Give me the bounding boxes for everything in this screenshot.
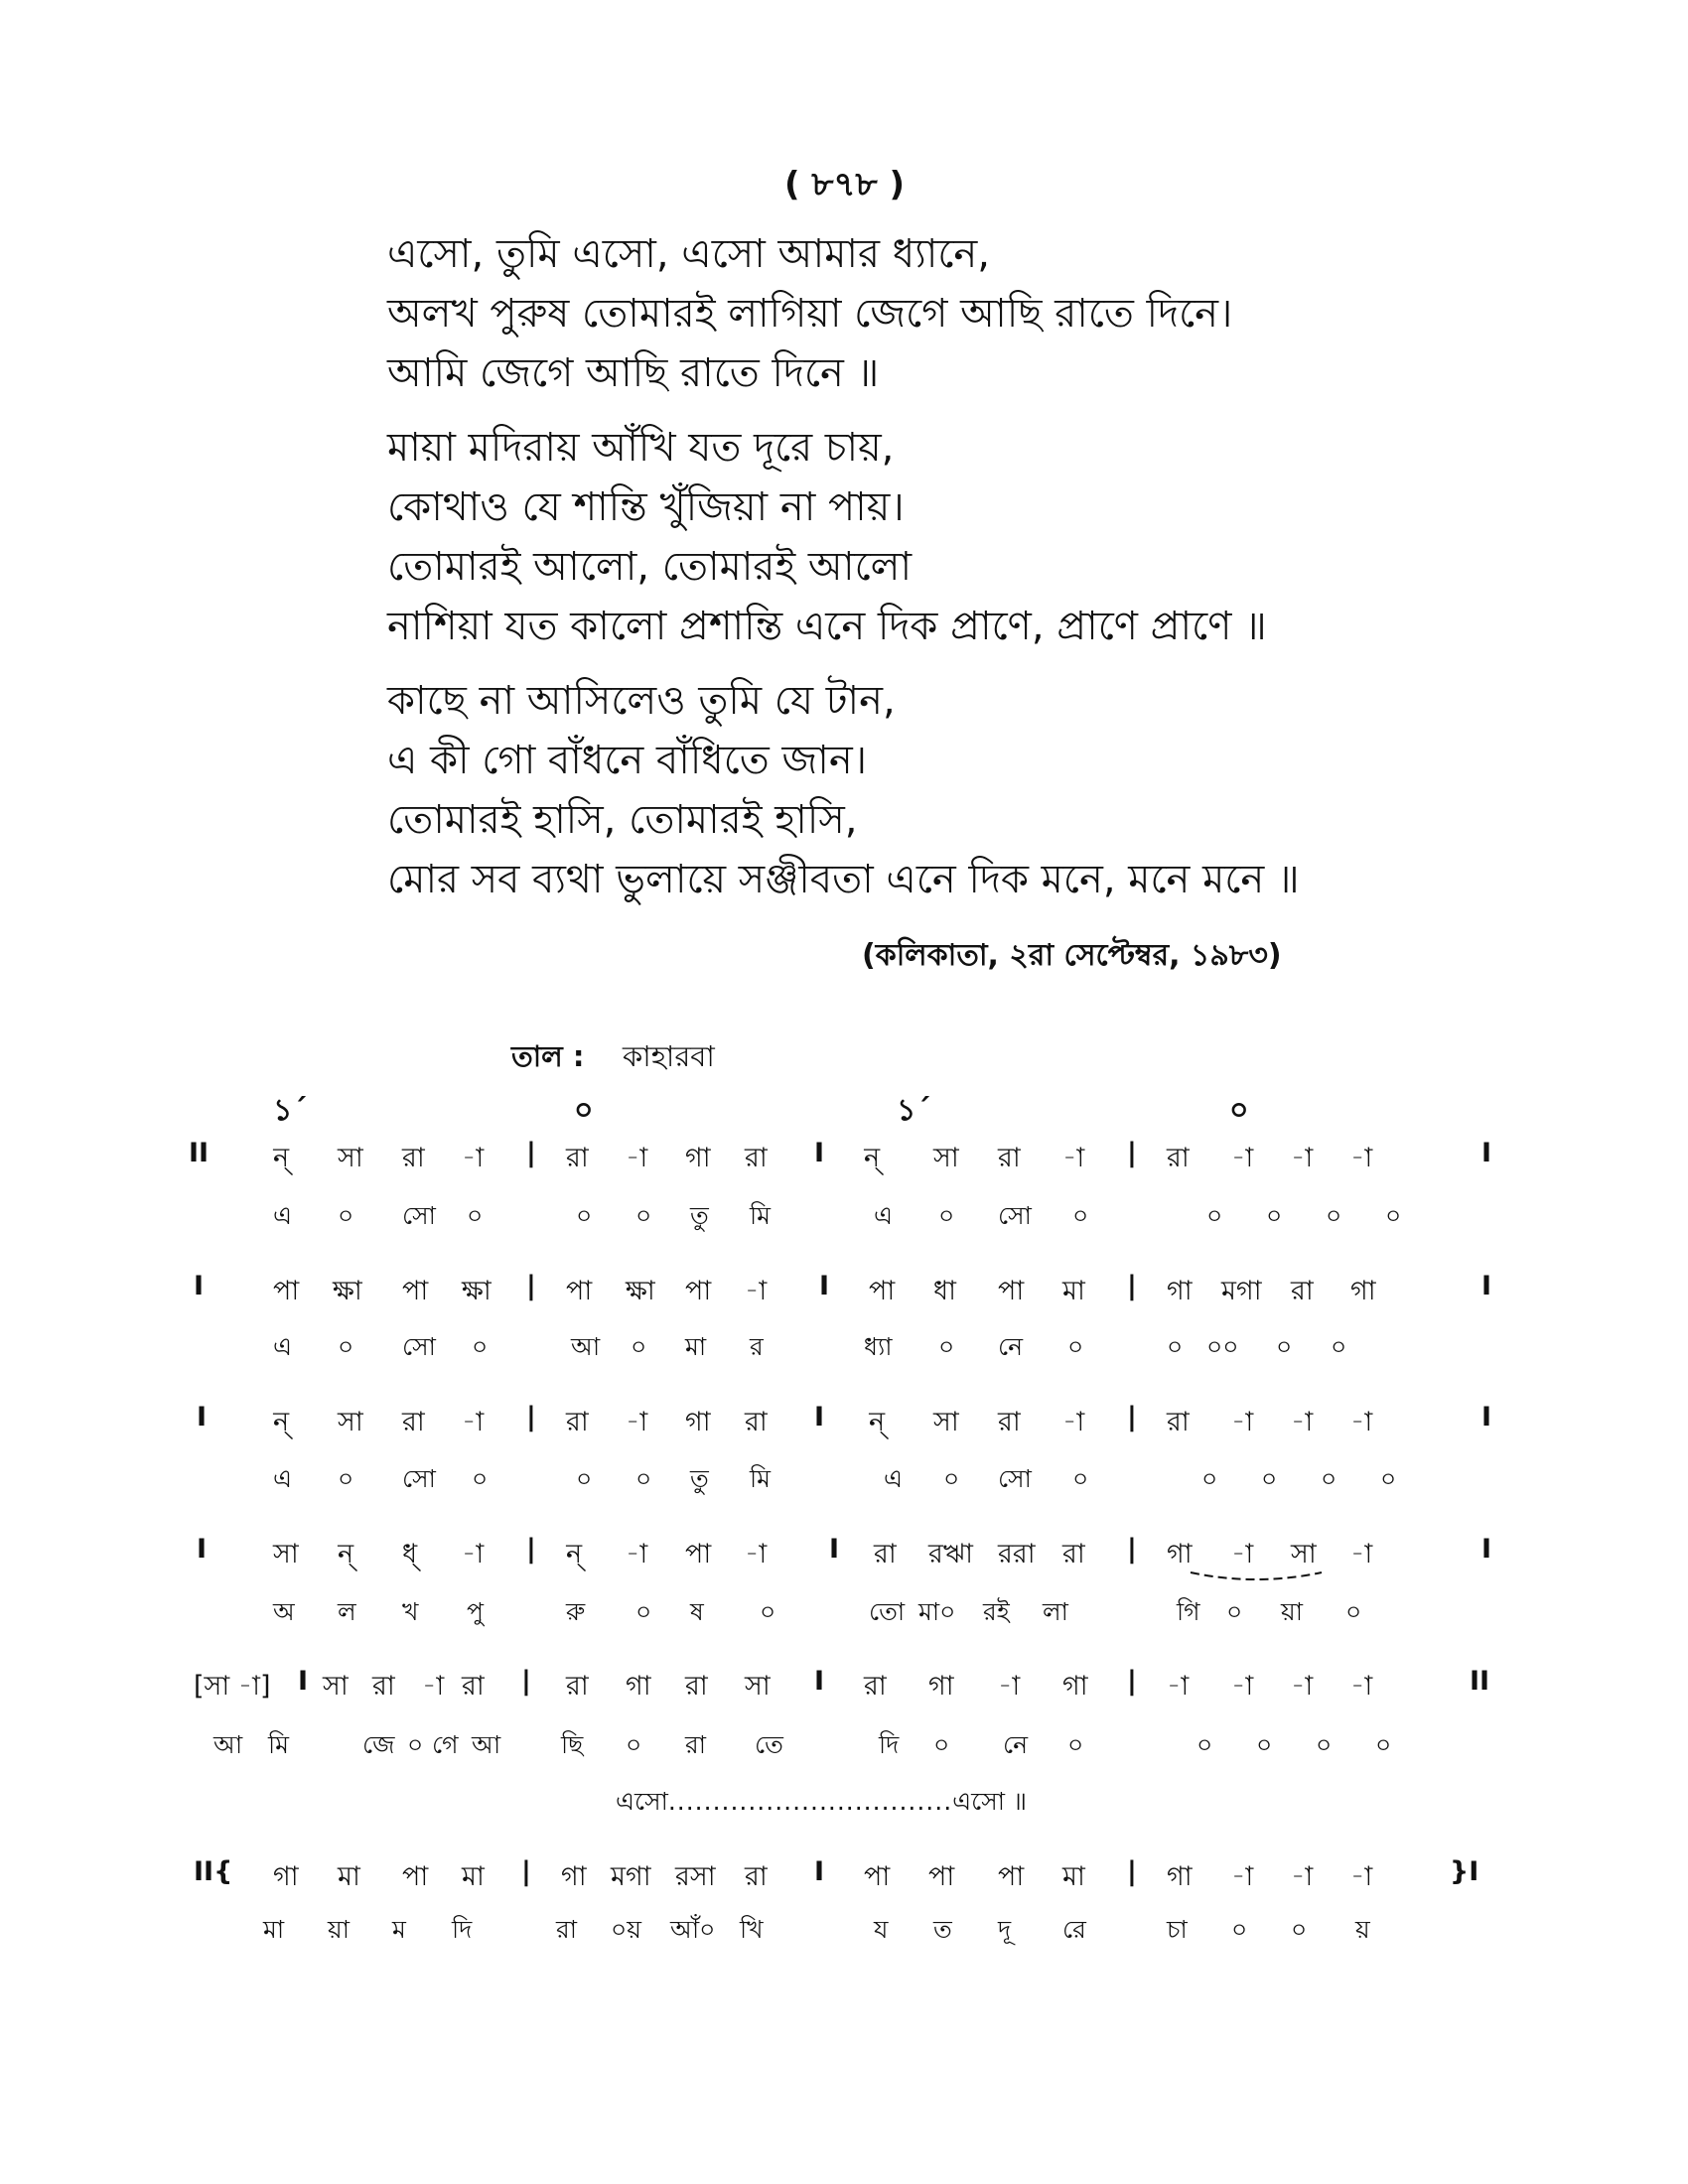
syllable: ০ (1331, 1332, 1347, 1361)
note: ন্ (273, 1407, 290, 1437)
syllable: ০ (635, 1597, 652, 1626)
repeat-instruction (616, 1782, 1027, 1825)
note: পা (869, 1276, 896, 1306)
barline: I (814, 1138, 825, 1168)
lyric-line: কোথাও যে শান্তি খুঁজিয়া না পায়। (387, 484, 905, 530)
syllable: মি (750, 1464, 772, 1493)
note: ন্ (869, 1407, 886, 1437)
syllable: ০ (1276, 1332, 1293, 1361)
syllable: সো (402, 1201, 436, 1230)
note: ধা (933, 1276, 956, 1306)
note: -া (1062, 1407, 1085, 1437)
note: গা (273, 1861, 299, 1892)
syllable: এ (273, 1201, 293, 1230)
note: সা (273, 1539, 299, 1570)
note: -া (1231, 1861, 1254, 1892)
syllable: ০ (1256, 1730, 1273, 1759)
syllable: র (750, 1332, 764, 1361)
note: পা (998, 1276, 1025, 1306)
barline: I (814, 1402, 825, 1433)
repeat-end: এসো ॥ (952, 1787, 1028, 1816)
barline: | (526, 1402, 536, 1433)
note: পা (685, 1539, 712, 1570)
syllable: ০য় (611, 1915, 641, 1944)
syllable: ০ (760, 1597, 776, 1626)
syllable: নে (998, 1332, 1024, 1361)
note: পা (864, 1861, 891, 1892)
barline: }I (1450, 1856, 1479, 1887)
note: -া (1350, 1861, 1373, 1892)
note: রা (745, 1861, 768, 1892)
note: গা (685, 1143, 711, 1173)
syllable: নে (1003, 1730, 1029, 1759)
barline: | (1127, 1666, 1137, 1697)
note: -া (626, 1407, 648, 1437)
note: -া (1062, 1143, 1085, 1173)
syllable: ০ (338, 1201, 354, 1230)
syllable: য়া (1281, 1597, 1303, 1626)
note: ন্ (864, 1143, 881, 1173)
barline: | (1127, 1138, 1137, 1168)
note: -া (1291, 1407, 1314, 1437)
syllable: ০ (1316, 1730, 1333, 1759)
syllable: ০ (1385, 1201, 1402, 1230)
note: ন্ (566, 1539, 583, 1570)
note: ক্ষা (333, 1276, 362, 1306)
tala-name: কাহারবা (623, 1039, 715, 1073)
barline: I (197, 1534, 208, 1565)
syllable: রই (983, 1597, 1010, 1626)
note: রা (1167, 1407, 1190, 1437)
barline: I (1481, 1402, 1492, 1433)
syllable: ০ (626, 1730, 642, 1759)
syllable: ০ (576, 1464, 593, 1493)
tala-label: তাল : (511, 1039, 585, 1073)
note: গা (1167, 1861, 1193, 1892)
syllable: গে (432, 1730, 459, 1759)
syllable: রু (566, 1597, 586, 1626)
syllable: ০ (938, 1201, 955, 1230)
note: -া (1350, 1671, 1373, 1702)
syllable: মি (268, 1730, 290, 1759)
barline: | (521, 1666, 531, 1697)
note: রা (566, 1671, 589, 1702)
syllable: ০ (1375, 1730, 1392, 1759)
note: সা (745, 1671, 771, 1702)
syllable: ০ (1206, 1201, 1223, 1230)
note: রা (685, 1671, 708, 1702)
note: রা (462, 1671, 485, 1702)
note: -া (1291, 1861, 1314, 1892)
lyric-line: আমি জেগে আছি রাতে দিনে ॥ (387, 350, 880, 396)
syllable: এ (273, 1332, 293, 1361)
note: -া (745, 1539, 768, 1570)
note: সা (323, 1671, 349, 1702)
barline: | (1127, 1271, 1137, 1301)
syllable: মা০ (918, 1597, 956, 1626)
note: মা (338, 1861, 360, 1892)
note: রা (372, 1671, 395, 1702)
note: -া (1231, 1143, 1254, 1173)
syllable: ০ (635, 1464, 652, 1493)
syllable: রা (685, 1730, 707, 1759)
syllable: জে (362, 1730, 395, 1759)
note: -া (462, 1143, 485, 1173)
syllable: ০ (938, 1332, 955, 1361)
note: গা (1350, 1276, 1376, 1306)
syllable: এ (273, 1464, 293, 1493)
syllable: অ (273, 1597, 295, 1626)
note: পা (566, 1276, 593, 1306)
note: গা (561, 1861, 587, 1892)
syllable: সো (998, 1201, 1032, 1230)
syllable: দূ (998, 1915, 1012, 1944)
note: গা (928, 1671, 954, 1702)
syllable: ০ (338, 1464, 354, 1493)
note: রঋা (928, 1539, 974, 1570)
note: -া (1231, 1671, 1254, 1702)
note: গা (1167, 1276, 1193, 1306)
note: সা (933, 1143, 959, 1173)
barline: I (1481, 1271, 1492, 1301)
syllable: তু (690, 1464, 709, 1493)
note: মগা (1221, 1276, 1262, 1306)
lyric-line: মোর সব ব্যথা ভুলায়ে সঞ্জীবতা এনে দিক মনে, মনে মনে ॥ (387, 857, 1300, 902)
barline: | (521, 1856, 531, 1887)
syllable: ০ (1231, 1915, 1248, 1944)
syllable: য় (1355, 1915, 1370, 1944)
syllable: ০ (631, 1332, 647, 1361)
syllable: ত (933, 1915, 952, 1944)
barline: | (526, 1138, 536, 1168)
note: রা (1167, 1143, 1190, 1173)
syllable: পু (467, 1597, 484, 1626)
note: রা (566, 1407, 589, 1437)
note: ররা (998, 1539, 1036, 1570)
syllable: তে (755, 1730, 783, 1759)
syllable: তো (869, 1597, 906, 1626)
syllable: আঁ০ (670, 1915, 716, 1944)
note: -া (1350, 1407, 1373, 1437)
note: -া (1350, 1539, 1373, 1570)
note: পা (685, 1276, 712, 1306)
syllable: ০ (1345, 1597, 1362, 1626)
syllable: ০ (943, 1464, 960, 1493)
lyric-line: এ কী গো বাঁধনে বাঁধিতে জান। (387, 738, 868, 783)
place-date: (কলিকাতা, ২রা সেপ্টেম্বর, ১৯৮৩) (862, 938, 1282, 973)
meend-slur (1187, 1570, 1326, 1586)
note: পা (998, 1861, 1025, 1892)
barline: II (1470, 1666, 1490, 1697)
note: ধ্ (402, 1539, 418, 1570)
syllable: ০ (1072, 1201, 1089, 1230)
lyric-line: এসো, তুমি এসো, এসো আমার ধ্যানে, (387, 231, 990, 277)
syllable: ০ (1321, 1464, 1337, 1493)
syllable: মা (685, 1332, 707, 1361)
syllable: সো (402, 1332, 436, 1361)
note: মা (462, 1861, 485, 1892)
note: গা (1167, 1539, 1193, 1570)
note: রা (745, 1143, 768, 1173)
note: পা (402, 1276, 429, 1306)
note: সা (933, 1407, 959, 1437)
syllable: আ (571, 1332, 601, 1361)
syllable: ০ (1380, 1464, 1397, 1493)
syllable: ০ (1226, 1597, 1243, 1626)
syllable: মা (263, 1915, 285, 1944)
barline: I (197, 1402, 208, 1433)
note: রসা (675, 1861, 716, 1892)
syllable: ০ (1291, 1915, 1308, 1944)
barline: | (1127, 1402, 1137, 1433)
lyric-line: তোমারই আলো, তোমারই আলো (387, 544, 913, 590)
note: রা (402, 1143, 425, 1173)
note: -া (626, 1539, 648, 1570)
note: রা (402, 1407, 425, 1437)
syllable: এ (884, 1464, 904, 1493)
note: -া (462, 1539, 485, 1570)
syllable: আ (472, 1730, 501, 1759)
note: -া (1231, 1407, 1254, 1437)
syllable: দি (879, 1730, 900, 1759)
syllable: ০ (635, 1201, 652, 1230)
syllable: ০ (472, 1332, 489, 1361)
syllable: রা (556, 1915, 578, 1944)
syllable: ০ (1067, 1332, 1084, 1361)
syllable: দি (452, 1915, 473, 1944)
note: -া (1350, 1143, 1373, 1173)
note: সা (1291, 1539, 1317, 1570)
note: রা (1291, 1276, 1314, 1306)
note: ক্ষা (626, 1276, 655, 1306)
syllable: ০ (467, 1201, 484, 1230)
note: [সা -া] (194, 1671, 271, 1702)
barline: I (814, 1666, 825, 1697)
note: মগা (611, 1861, 651, 1892)
beat-marker: ১´ (897, 1093, 931, 1128)
syllable: এ (874, 1201, 894, 1230)
barline: | (1127, 1534, 1137, 1565)
syllable: ০ (1201, 1464, 1218, 1493)
syllable: গি (1177, 1597, 1200, 1626)
syllable: ০ (407, 1730, 424, 1759)
syllable: সো (998, 1464, 1032, 1493)
note: রা (998, 1143, 1021, 1173)
barline: | (1127, 1856, 1137, 1887)
syllable: ০০ (1206, 1332, 1239, 1361)
lyric-line: তোমারই হাসি, তোমারই হাসি, (387, 797, 858, 843)
lyric-line: অলখ পুরুষ তোমারই লাগিয়া জেগে আছি রাতে দিনে। (387, 291, 1233, 337)
syllable: ০ (1266, 1201, 1283, 1230)
lyric-line: নাশিয়া যত কালো প্রশান্তি এনে দিক প্রাণে, প্রাণে প্রাণে ॥ (387, 604, 1267, 649)
syllable: তু (690, 1201, 709, 1230)
repeat-start: এসো (616, 1787, 668, 1816)
syllable: খি (740, 1915, 764, 1944)
note: -া (1291, 1671, 1314, 1702)
barline: | (526, 1534, 536, 1565)
syllable: ধ্যা (864, 1332, 893, 1361)
syllable: ০ (1167, 1332, 1184, 1361)
syllable: লা (1043, 1597, 1068, 1626)
lyric-line: মায়া মদিরায় আঁখি যত দূরে চায়, (387, 425, 895, 471)
lyric-line: কাছে না আসিলেও তুমি যে টান, (387, 678, 896, 724)
note: -া (422, 1671, 445, 1702)
note: সা (338, 1407, 363, 1437)
note: গা (1062, 1671, 1088, 1702)
syllable: ০ (1196, 1730, 1213, 1759)
note: -া (998, 1671, 1021, 1702)
barline: I (814, 1856, 825, 1887)
note: পা (928, 1861, 955, 1892)
note: রা (864, 1671, 887, 1702)
syllable: ০ (933, 1730, 950, 1759)
page-number: ( ৮৭৮ ) (784, 165, 905, 205)
syllable: ছি (561, 1730, 584, 1759)
syllable: য়া (328, 1915, 350, 1944)
syllable: চা (1167, 1915, 1188, 1944)
note: মা (1062, 1276, 1085, 1306)
note: রা (998, 1407, 1021, 1437)
note: রা (566, 1143, 589, 1173)
syllable: মি (750, 1201, 772, 1230)
syllable: ল (338, 1597, 356, 1626)
note: ন্ (273, 1143, 290, 1173)
barline: I (1481, 1534, 1492, 1565)
barline: I (819, 1271, 830, 1301)
note: -া (462, 1407, 485, 1437)
syllable: ০ (1072, 1464, 1089, 1493)
note: রা (874, 1539, 897, 1570)
note: পা (273, 1276, 300, 1306)
syllable: ০ (1326, 1201, 1342, 1230)
syllable: ০ (576, 1201, 593, 1230)
note: সা (338, 1143, 363, 1173)
note: গা (626, 1671, 651, 1702)
barline: I (829, 1534, 840, 1565)
syllable: ০ (1261, 1464, 1278, 1493)
beat-marker: ০ (574, 1093, 594, 1128)
syllable: সো (402, 1464, 436, 1493)
note: পা (402, 1861, 429, 1892)
barline: | (526, 1271, 536, 1301)
syllable: আ (213, 1730, 243, 1759)
note: -া (745, 1276, 768, 1306)
note: রা (745, 1407, 768, 1437)
note: -া (1231, 1539, 1254, 1570)
barline: I (194, 1271, 205, 1301)
repeat-dots: ................................ (667, 1787, 953, 1816)
barline: I (298, 1666, 309, 1697)
syllable: ম (392, 1915, 406, 1944)
barline: II (189, 1138, 210, 1168)
note: -া (1291, 1143, 1314, 1173)
syllable: ০ (338, 1332, 354, 1361)
syllable: খ (402, 1597, 419, 1626)
syllable: ষ (690, 1597, 704, 1626)
note: ন্ (338, 1539, 354, 1570)
syllable: রে (1062, 1915, 1086, 1944)
note: গা (685, 1407, 711, 1437)
note: -া (626, 1143, 648, 1173)
beat-marker: ১´ (273, 1093, 308, 1128)
syllable: ০ (1067, 1730, 1084, 1759)
barline: II{ (194, 1856, 233, 1887)
beat-marker: ০ (1229, 1093, 1249, 1128)
syllable: য (874, 1915, 889, 1944)
note: -া (1167, 1671, 1190, 1702)
note: রা (1062, 1539, 1085, 1570)
barline: I (1481, 1138, 1492, 1168)
note: ক্ষা (462, 1276, 492, 1306)
syllable: ০ (472, 1464, 489, 1493)
note: মা (1062, 1861, 1085, 1892)
